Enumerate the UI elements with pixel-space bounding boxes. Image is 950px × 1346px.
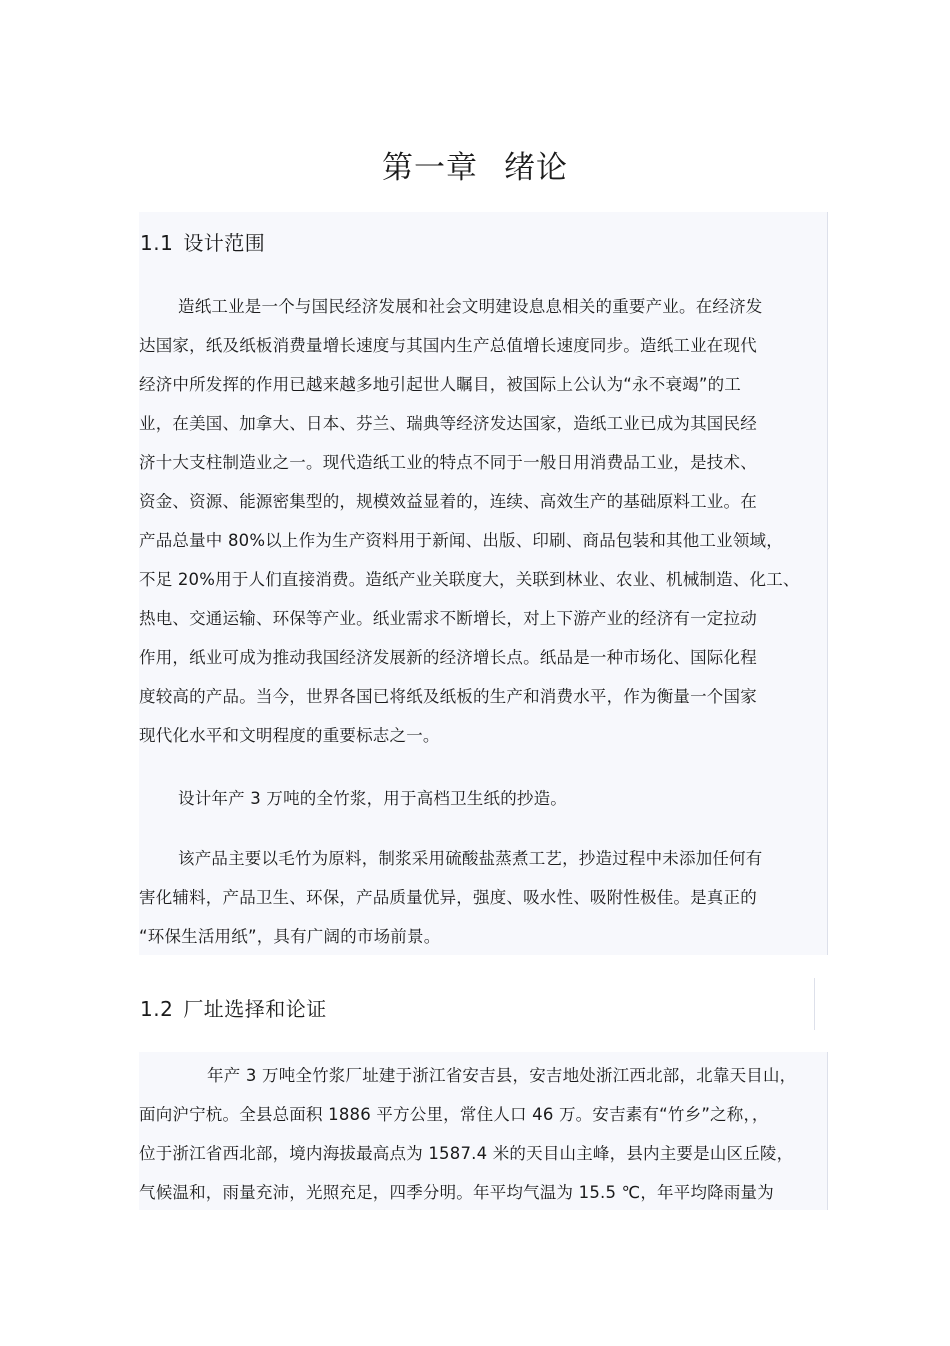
text-line: 设计年产 3 万吨的全竹浆，用于高档卫生纸的抄造。 [178, 789, 567, 808]
section-heading-design-scope [140, 227, 265, 256]
text-line: 作用，纸业可成为推动我国经济发展新的经济增长点。纸品是一种市场化、国际化程 [139, 648, 757, 667]
text-line: 造纸工业是一个与国民经济发展和社会文明建设息息相关的重要产业。在经济发 [178, 297, 763, 316]
text-line: 现代化水平和文明程度的重要标志之一。 [139, 726, 440, 745]
text-line: 不足 20%用于人们直接消费。造纸产业关联度大，关联到林业、农业、机械制造、化工、 [139, 570, 800, 589]
section-title: 厂址选择和论证 [183, 997, 327, 1021]
text-line: 度较高的产品。当今，世界各国已将纸及纸板的生产和消费水平，作为衡量一个国家 [139, 687, 757, 706]
text-line: 达国家，纸及纸板消费量增长速度与其国内生产总值增长速度同步。造纸工业在现代 [139, 336, 757, 355]
text-line: 经济中所发挥的作用已越来越多地引起世人瞩目，被国际上公认为“永不衰竭”的工 [139, 375, 741, 394]
paragraph-design-output [139, 779, 829, 818]
text-line: 热电、交通运输、环保等产业。纸业需求不断增长，对上下游产业的经济有一定拉动 [139, 609, 757, 628]
paragraph-industry-overview [139, 287, 829, 755]
text-line: 业，在美国、加拿大、日本、芬兰、瑞典等经济发达国家，造纸工业已成为其国民经 [139, 414, 757, 433]
text-line: 面向沪宁杭。全县总面积 1886 平方公里，常住人口 46 万。安吉素有“竹乡”之称，， [139, 1105, 769, 1124]
section-title: 设计范围 [183, 231, 266, 255]
chapter-number: 第一章 [382, 150, 478, 186]
chapter-title [0, 142, 950, 187]
section-number: 1.1 [140, 231, 174, 255]
text-line: 年产 3 万吨全竹浆厂址建于浙江省安吉县，安吉地处浙江西北部，北靠天目山， [207, 1066, 797, 1085]
text-line: 气候温和，雨量充沛，光照充足，四季分明。年平均气温为 15.5 ℃，年平均降雨量为 [139, 1183, 774, 1202]
text-line: 产品总量中 80%以上作为生产资料用于新闻、出版、印刷、商品包装和其他工业领域， [139, 531, 783, 550]
text-line: 资金、资源、能源密集型的，规模效益显着的，连续、高效生产的基础原料工业。在 [139, 492, 757, 511]
section-heading-site-selection [140, 993, 327, 1022]
text-line: “环保生活用纸”，具有广阔的市场前景。 [139, 927, 441, 946]
paragraph-site-description [139, 1056, 829, 1212]
section-number: 1.2 [140, 997, 174, 1021]
paragraph-product-description [139, 839, 829, 956]
text-line: 害化辅料，产品卫生、环保，产品质量优异，强度、吸水性、吸附性极佳。是真正的 [139, 888, 757, 907]
text-line: 济十大支柱制造业之一。现代造纸工业的特点不同于一般日用消费品工业，是技术、 [139, 453, 757, 472]
text-line: 位于浙江省西北部，境内海拔最高点为 1587.4 米的天目山主峰，县内主要是山区丘陵， [139, 1144, 794, 1163]
chapter-name: 绪论 [504, 150, 568, 186]
text-line: 该产品主要以毛竹为原料，制浆采用硫酸盐蒸煮工艺，抄造过程中未添加任何有 [178, 849, 763, 868]
